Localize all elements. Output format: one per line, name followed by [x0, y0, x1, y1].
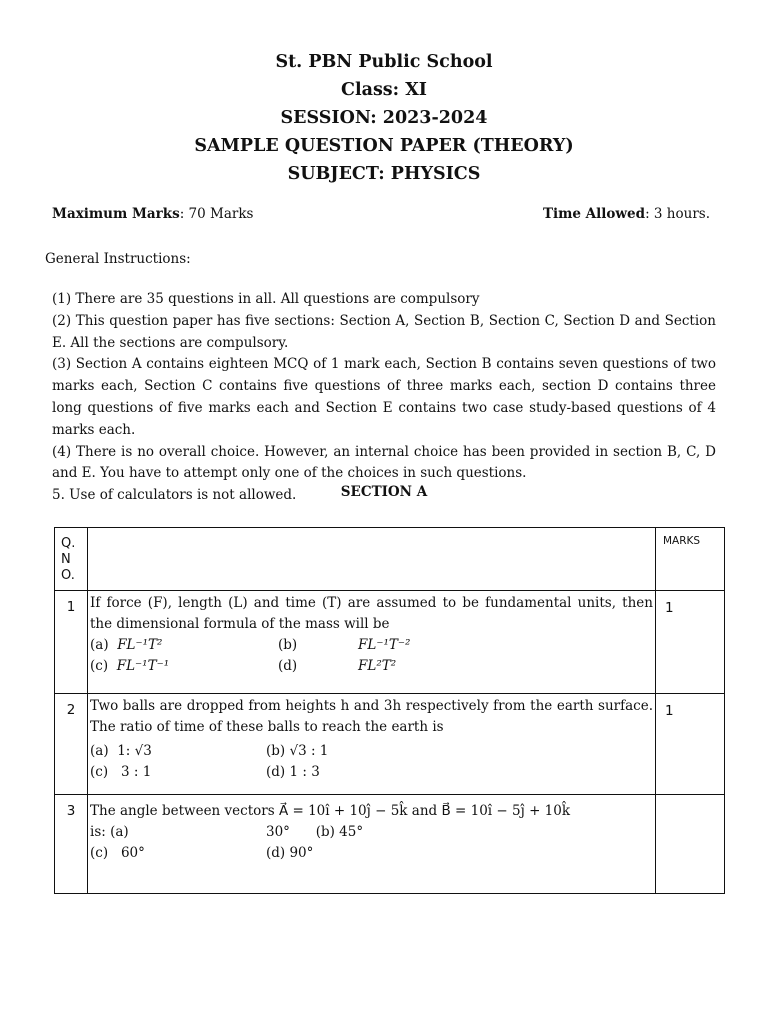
instruction-item: (2) This question paper has five sections: Section A, Section B, Section C, Section D and Section E. All the sections are compulsory.: [52, 312, 716, 351]
max-marks-label: Maximum Marks: [52, 206, 180, 222]
question-table: [54, 527, 725, 894]
instruction-item: 5. Use of calculators is not allowed.: [52, 487, 297, 504]
options-row: [90, 635, 653, 656]
time-value: : 3 hours.: [645, 206, 710, 222]
instruction-item: (1) There are 35 questions in all. All questions are compulsory: [52, 291, 480, 307]
time-label: Time Allowed: [542, 206, 646, 222]
time-allowed: [543, 206, 710, 222]
question-number: 1: [55, 591, 88, 694]
subject-title: SUBJECT: PHYSICS: [287, 164, 481, 184]
maximum-marks: [52, 206, 253, 222]
instructions-list: [52, 289, 716, 507]
question-number: 3: [55, 795, 88, 894]
marks-header: MARKS: [656, 528, 725, 591]
question-number: 2: [55, 694, 88, 795]
options-row: [90, 656, 653, 677]
option-value: FL⁻¹T⁻²: [358, 637, 411, 653]
table-row: [55, 591, 725, 694]
option: (b) √3 : 1: [266, 743, 329, 759]
school-name: St. PBN Public School: [275, 52, 493, 72]
option-label: (c) 60°: [90, 845, 145, 861]
option-value: (d) 90°: [266, 845, 314, 861]
table-row: [55, 694, 725, 795]
paper-header: [0, 48, 768, 188]
paper-title: SAMPLE QUESTION PAPER (THEORY): [194, 136, 574, 156]
options-row: [90, 741, 653, 762]
question-text: If force (F), length (L) and time (T) are assumed to be fundamental units, then the dimensional formula of the mass will be: [90, 595, 653, 632]
section-title: SECTION A: [340, 484, 428, 500]
option-label: is: (a): [90, 824, 129, 840]
question-marks: [656, 795, 725, 894]
option-label: (d): [278, 658, 298, 674]
question-cell: [88, 795, 656, 894]
option-label: (b): [278, 637, 298, 653]
question-header-cell: [88, 528, 656, 591]
general-instructions-title: General Instructions:: [45, 251, 191, 267]
option: (a) 1: √3: [90, 743, 152, 759]
question-cell: [88, 694, 656, 795]
option: (c) FL⁻¹T⁻¹: [90, 658, 170, 674]
options-row: [90, 822, 653, 843]
question-text: Two balls are dropped from heights h and 3h respectively from the earth surface. The ratio of time of these balls to reach the earth is: [90, 698, 653, 735]
option: (a) FL⁻¹T²: [90, 637, 163, 653]
table-header-row: [55, 528, 725, 591]
options-row: [90, 762, 653, 783]
question-text: The angle between vectors A⃗ = 10î + 10ĵ − 5k̂ and B⃗ = 10î − 5ĵ + 10k̂: [90, 803, 571, 819]
option: (c) 3 : 1: [90, 764, 152, 780]
session-title: SESSION: 2023-2024: [280, 108, 488, 128]
question-marks: 1: [656, 694, 725, 795]
instruction-item: (4) There is no overall choice. However, an internal choice has been provided in section B, C, D and E. You have to attempt only one of the choices in such questions.: [52, 443, 716, 482]
max-marks-value: : 70 Marks: [179, 206, 254, 222]
instruction-item: (3) Section A contains eighteen MCQ of 1 mark each, Section B contains seven questions of two marks each, Section C contains five questions of three marks each, section D contains three long questions of five marks each and Section E contains two case study-based questions of 4 marks each.: [52, 356, 716, 438]
option-value: FL²T²: [358, 658, 397, 674]
table-row: [55, 795, 725, 894]
question-cell: [88, 591, 656, 694]
class-title: Class: XI: [341, 80, 427, 100]
question-marks: 1: [656, 591, 725, 694]
option: (d) 1 : 3: [266, 764, 320, 780]
qno-header: Q. N O.: [55, 528, 88, 591]
option-pair: 30° (b) 45°: [266, 824, 364, 840]
options-row: [90, 843, 653, 864]
